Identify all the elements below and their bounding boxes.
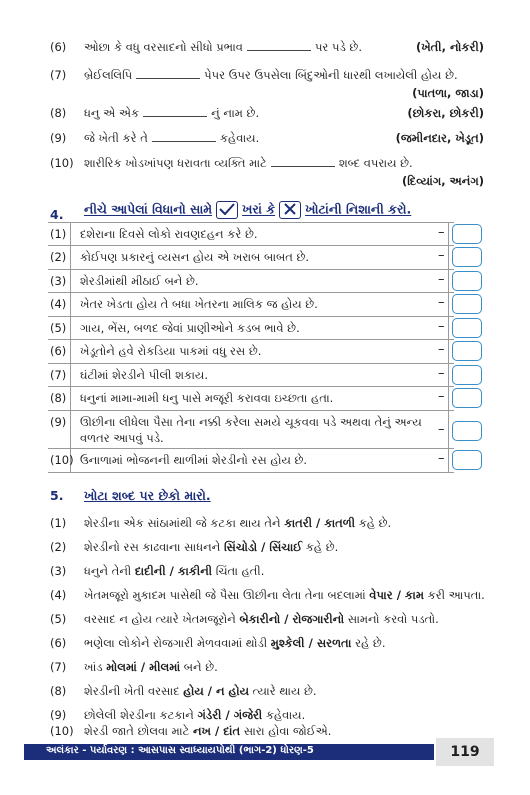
answer-box[interactable] [452, 318, 482, 338]
cross-mark-icon [279, 201, 301, 219]
answer-box[interactable] [452, 450, 482, 470]
item-number: (10) [50, 453, 74, 467]
choice-word[interactable]: સરળતા [316, 636, 352, 650]
item-number: (2) [50, 250, 67, 264]
statement-text-continued: વળતર આપવું પડે. [80, 431, 164, 445]
answer-options: (જમીનદાર, ખેડૂત) [395, 131, 484, 145]
list-item: (10) શેરડી જાતે છોલવા માટે નખ / દાંત સારા હોવા જોઈએ. [50, 724, 332, 738]
fill-blank-question: જે ખેતી કરે તે કહેવાય. [84, 131, 260, 145]
statement-text: દશેરાના દિવસે લોકો રાવણદહન કરે છે. [80, 227, 258, 241]
answer-box[interactable] [452, 365, 482, 385]
answer-options: (ખેતી, નોકરી) [415, 40, 484, 54]
choice-word[interactable]: નખ [192, 724, 211, 738]
dash-mark: – [438, 366, 445, 381]
statement-text: કોઈપણ પ્રકારનું વ્યસન હોય એ ખરાબ બાબત છે. [80, 250, 310, 264]
answer-box[interactable] [452, 341, 482, 361]
dash-mark: – [438, 295, 445, 310]
dash-mark: – [438, 451, 445, 466]
choice-word[interactable]: મીલમાં [149, 660, 181, 674]
dash-mark: – [438, 319, 445, 334]
statement-text: ખેડૂતોને હવે રોકડિયા પાકમાં વધુ રસ છે. [80, 344, 262, 358]
answer-box[interactable] [452, 271, 482, 291]
answer-box[interactable] [452, 247, 482, 267]
dash-mark: – [438, 272, 445, 287]
answer-options: (દિવ્યાંગ, અનંગ) [401, 174, 484, 188]
item-number: (9) [50, 415, 67, 429]
list-item: (2) શેરડીનો રસ કાઢવાના સાધનને સિંચોડો / સિંચાઈ કહે છે. [50, 540, 339, 554]
dash-mark: – [438, 225, 445, 240]
item-number: (4) [50, 297, 67, 311]
answer-blank[interactable] [247, 50, 311, 51]
section-heading [50, 204, 63, 223]
item-number: (8) [50, 106, 67, 120]
section-number: 5. [50, 488, 64, 503]
dash-mark: – [438, 248, 445, 263]
choice-word[interactable]: મુશ્કેલી [270, 636, 305, 650]
choice-word[interactable]: સિંચોડો [223, 540, 258, 554]
item-number: (3) [50, 274, 67, 288]
list-item: (6) ભણેલા લોકોને રોજગારી મેળવવામાં થોડી મુશ્કેલી / સરળતા રહે છે. [50, 636, 386, 650]
choice-word[interactable]: કાતરી [284, 516, 312, 530]
answer-box[interactable] [452, 421, 482, 441]
answer-box[interactable] [452, 224, 482, 244]
list-item: (1) શેરડીના એક સાંઠામાંથી જે કટકા થાય તેને કાતરી / કાતળી કહે છે. [50, 516, 392, 530]
choice-word[interactable]: વેપાર [369, 588, 393, 602]
item-number: (10) [50, 156, 74, 170]
statement-text: ઉનાળામાં ભોજનની થાળીમાં શેરડીનો રસ હોય છે. [80, 453, 308, 467]
item-number: (6) [50, 344, 67, 358]
choice-word[interactable]: દાંત [223, 724, 241, 738]
fill-blank-question: ધનુ એ એક નું નામ છે. [84, 106, 260, 120]
statement-text: ઊછીના લીધેલા પૈસા તેના નક્કી કરેલા સમયે ચૂકવવા પડે અથવા તેનું અન્ય [80, 415, 422, 429]
answer-box[interactable] [452, 388, 482, 408]
answer-options: (છોકરા, છોકરી) [407, 106, 484, 120]
answer-blank[interactable] [152, 141, 216, 142]
choice-word[interactable]: ન હોય [215, 684, 250, 698]
item-number: (7) [50, 368, 67, 382]
statement-text: ગાય, ભેંસ, બળદ જેવાં પ્રાણીઓને કડબ ભાવે છે. [80, 321, 300, 335]
answer-blank[interactable] [136, 78, 200, 79]
item-number: (8) [50, 391, 67, 405]
fill-blank-question: શારીરિક ખોડખાંપણ ધરાવતા વ્યક્તિ માટે શબ્દ વપરાય છે. [84, 156, 413, 170]
statement-text: ઘંટીમાં શેરડીને પીલી શકાય. [80, 368, 208, 382]
check-mark-icon [216, 201, 238, 219]
dash-mark: – [438, 422, 445, 437]
section-title: ખોટા શબ્દ પર છેકો મારો. [84, 488, 211, 503]
item-number: (9) [50, 131, 67, 145]
fill-blank-question: ઓછા કે વધુ વરસાદનો સીધો પ્રભાવ પર પડે છે. [84, 40, 362, 54]
item-number: (6) [50, 40, 67, 54]
choice-word[interactable]: બેકારીનો [239, 612, 281, 626]
statement-text: ધનુનાં મામા-મામી ધનુ પાસે મજૂરી કરાવવા ઇચ્છતા હતા. [80, 391, 334, 405]
choice-word[interactable]: ગંડેરી [197, 708, 222, 722]
choice-word[interactable]: રોજગારીનો [292, 612, 345, 626]
dash-mark: – [438, 389, 445, 404]
choice-word[interactable]: સિંચાઈ [269, 540, 303, 554]
choice-word[interactable]: કામ [404, 588, 424, 602]
choice-word[interactable]: મોલમાં [106, 660, 137, 674]
answer-options: (પાતળા, જાડા) [412, 86, 484, 100]
choice-word[interactable]: કાતળી [324, 516, 356, 530]
list-item: (4) ખેતમજૂરો મુકાદમ પાસેથી જે પૈસા ઊછીના લેતા તેના બદલામાં વેપાર / કામ કરી આપતા. [50, 588, 485, 602]
answer-box[interactable] [452, 294, 482, 314]
list-item: (9) છોલેલી શેરડીના કટકાને ગંડેરી / ગંજેરી કહેવાય. [50, 708, 306, 722]
section-title: નીચે આપેલાં વિધાનો સામે ખરાં કે ખોટાંની નિશાની કરો. [84, 201, 411, 219]
list-item: (7) ખાંડ મોલમાં / મીલમાં બને છે. [50, 660, 218, 674]
choice-word[interactable]: ગંજેરી [233, 708, 263, 722]
fill-blank-question: બ્રેઈલલિપિ પેપર ઉપર ઉપસેલા બિંદુઓની ધારથી લખાયેલી હોય છે. [84, 68, 458, 82]
item-number: (1) [50, 227, 67, 241]
choice-word[interactable]: દાદીની [134, 564, 166, 578]
list-item: (3) ધનુને તેની દાદીની / કાકીની ચિંતા હતી. [50, 564, 265, 578]
answer-blank[interactable] [271, 166, 335, 167]
page-number: 119 [436, 738, 494, 766]
statement-text: શેરડીમાંથી મીઠાઈ બને છે. [80, 274, 199, 288]
list-item: (5) વરસાદ ન હોય ત્યારે ખેતમજૂરોને બેકારીનો / રોજગારીનો સામનો કરવો પડતો. [50, 612, 439, 626]
item-number: (7) [50, 68, 67, 82]
choice-word[interactable]: હોય [183, 684, 204, 698]
choice-word[interactable]: કાકીની [177, 564, 213, 578]
footer-book-title: અલંકાર - પર્યાવરણ : આસપાસ સ્વાધ્યાયપોથી (ભાગ-2) ધોરણ-5 [46, 745, 314, 756]
item-number: (5) [50, 321, 67, 335]
section-number: 4. [50, 207, 64, 222]
answer-blank[interactable] [143, 116, 207, 117]
list-item: (8) શેરડીની ખેતી વરસાદ હોય / ન હોય ત્યારે થાય છે. [50, 684, 317, 698]
statement-text: ખેતર ખેડતા હોય તે બધા ખેતરના માલિક જ હોય છે. [80, 297, 318, 311]
dash-mark: – [438, 342, 445, 357]
